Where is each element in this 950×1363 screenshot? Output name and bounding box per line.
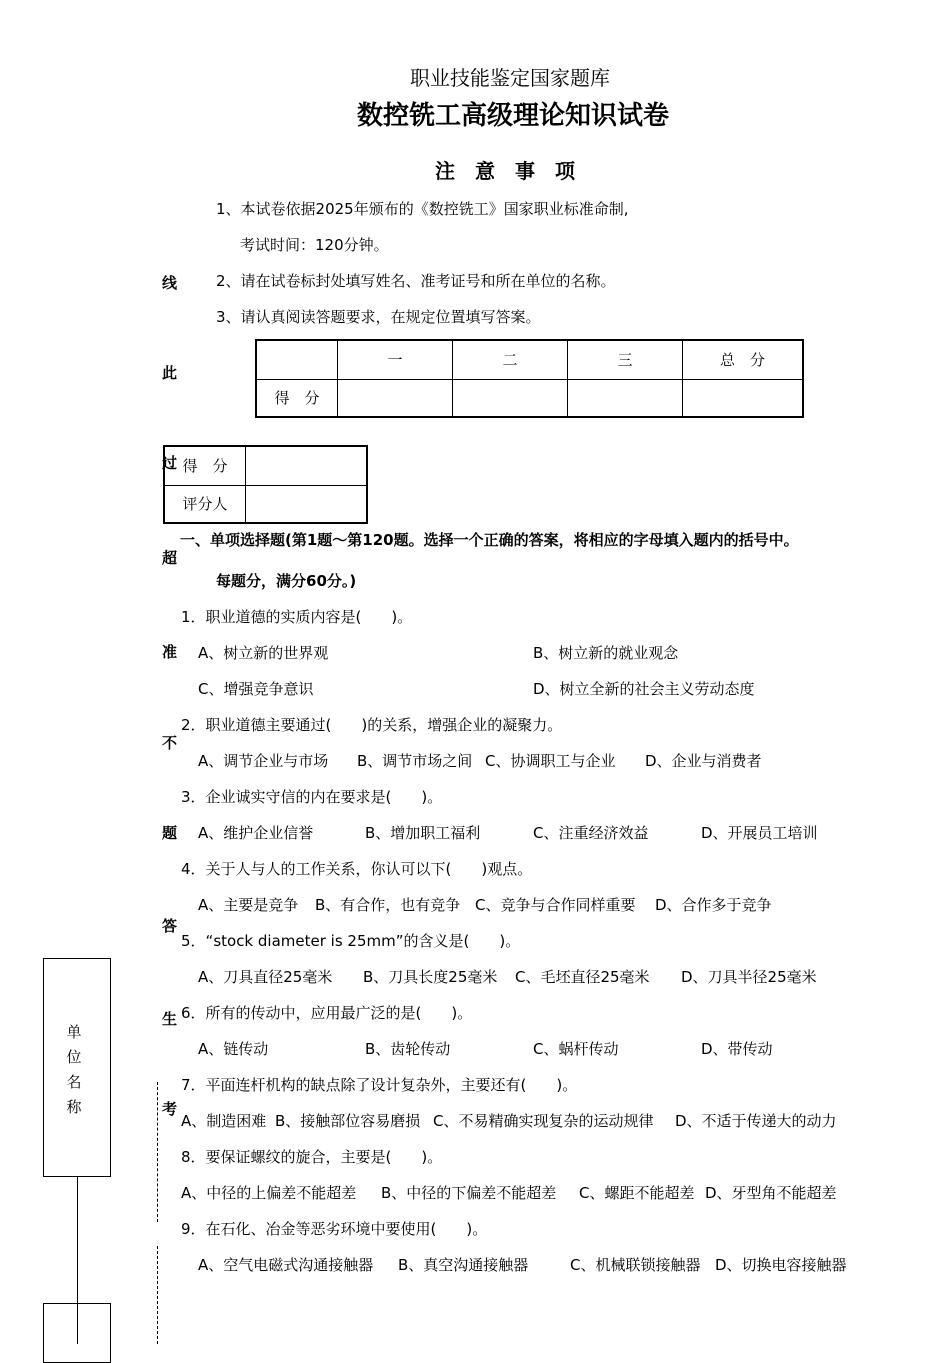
section-subtitle: 每题分，满分60分。) (216, 572, 357, 590)
question-8: 8．要保证螺纹的旋合，主要是( )。 (181, 1148, 443, 1166)
q7-option-c: C、不易精确实现复杂的运动规律 (433, 1112, 654, 1130)
q8-option-b: B、中径的下偏差不能超差 (381, 1184, 557, 1202)
q9-option-d: D、切换电容接触器 (715, 1256, 847, 1274)
margin-char-bu: 不 (162, 734, 178, 752)
score-table-header-3: 三 (568, 340, 683, 379)
margin-char-kao: 考 (162, 1100, 178, 1118)
question-5: 5．“stock diameter is 25mm”的含义是( )。 (181, 932, 521, 950)
q1-option-a: A、树立新的世界观 (198, 644, 329, 662)
cut-line-upper (157, 1082, 158, 1222)
margin-char-ci: 此 (162, 364, 178, 382)
score-cell-2[interactable] (453, 379, 568, 417)
margin-char-zhun: 准 (162, 643, 178, 661)
q3-option-a: A、维护企业信誉 (198, 824, 314, 842)
margin-char-guo: 过 (162, 454, 178, 472)
question-2: 2．职业道德主要通过( )的关系，增强企业的凝聚力。 (181, 716, 563, 734)
q3-option-d: D、开展员工培训 (701, 824, 818, 842)
q4-option-b: B、有合作，也有竞争 (315, 896, 461, 914)
grader-score-label: 得 分 (164, 446, 246, 485)
grader-score-cell[interactable] (246, 446, 368, 485)
q5-option-b: B、刀具长度25毫米 (363, 968, 498, 986)
q7-option-a: A、制造困难 (181, 1112, 267, 1130)
q7-option-d: D、不适于传递大的动力 (675, 1112, 837, 1130)
cut-line-lower (157, 1246, 158, 1344)
q5-option-c: C、毛坯直径25毫米 (515, 968, 650, 986)
grader-name-cell[interactable] (246, 485, 368, 523)
main-title: 数控铣工高级理论知识试卷 (357, 101, 670, 131)
q2-option-c: C、协调职工与企业 (485, 752, 616, 770)
header-top-title: 职业技能鉴定国家题库 (410, 66, 610, 90)
section-title: 一、单项选择题(第1题～第120题。选择一个正确的答案，将相应的字母填入题内的括号中。 (180, 531, 799, 549)
q9-option-a: A、空气电磁式沟通接触器 (198, 1256, 374, 1274)
q8-option-c: C、螺距不能超差 (579, 1184, 695, 1202)
score-table (255, 339, 804, 418)
margin-char-xian: 线 (162, 274, 178, 292)
unit-name-label: 单位名称 (66, 1023, 82, 1116)
margin-char-chao: 超 (162, 549, 178, 567)
score-row-label: 得 分 (256, 379, 338, 417)
q3-option-b: B、增加职工福利 (365, 824, 481, 842)
grader-name-label: 评分人 (164, 485, 246, 523)
question-1: 1．职业道德的实质内容是( )。 (181, 608, 413, 626)
score-table-header-1: 一 (338, 340, 453, 379)
question-6: 6．所有的传动中，应用最广泛的是( )。 (181, 1004, 473, 1022)
question-7: 7．平面连杆机构的缺点除了设计复杂外，主要还有( )。 (181, 1076, 578, 1094)
q6-option-a: A、链传动 (198, 1040, 269, 1058)
question-9: 9．在石化、冶金等恶劣环境中要使用( )。 (181, 1220, 488, 1238)
question-4: 4．关于人与人的工作关系，你认可以下( )观点。 (181, 860, 533, 878)
q4-option-d: D、合作多于竞争 (655, 896, 772, 914)
note-1: 1、本试卷依据2025年颁布的《数控铣工》国家职业标准命制, (216, 200, 629, 218)
binding-line (77, 1177, 78, 1303)
score-cell-total[interactable] (683, 379, 804, 417)
margin-char-da: 答 (162, 917, 178, 935)
q1-option-d: D、树立全新的社会主义劳动态度 (533, 680, 755, 698)
score-table-header-total: 总 分 (683, 340, 804, 379)
q6-option-b: B、齿轮传动 (365, 1040, 451, 1058)
q4-option-c: C、竞争与合作同样重要 (475, 896, 636, 914)
q1-option-b: B、树立新的就业观念 (533, 644, 679, 662)
note-2: 2、请在试卷标封处填写姓名、准考证号和所在单位的名称。 (216, 272, 616, 290)
q8-option-a: A、中径的上偏差不能超差 (181, 1184, 357, 1202)
binding-line-lower (77, 1303, 78, 1344)
q8-option-d: D、牙型角不能超差 (705, 1184, 837, 1202)
notice-title: 注 意 事 项 (435, 159, 575, 183)
q9-option-c: C、机械联锁接触器 (570, 1256, 701, 1274)
q2-option-b: B、调节市场之间 (357, 752, 473, 770)
question-3: 3．企业诚实守信的内在要求是( )。 (181, 788, 443, 806)
q5-option-a: A、刀具直径25毫米 (198, 968, 333, 986)
q4-option-a: A、主要是竞争 (198, 896, 299, 914)
q5-option-d: D、刀具半径25毫米 (681, 968, 817, 986)
note-3: 3、请认真阅读答题要求，在规定位置填写答案。 (216, 308, 541, 326)
q9-option-b: B、真空沟通接触器 (398, 1256, 529, 1274)
q7-option-b: B、接触部位容易磨损 (275, 1112, 421, 1130)
margin-char-sheng: 生 (162, 1010, 178, 1028)
score-table-header-blank (256, 340, 338, 379)
q3-option-c: C、注重经济效益 (533, 824, 649, 842)
grader-table (163, 445, 368, 524)
q2-option-d: D、企业与消费者 (645, 752, 762, 770)
margin-char-ti: 题 (162, 824, 178, 842)
note-1-cont: 考试时间：120分钟。 (240, 236, 389, 254)
q6-option-d: D、带传动 (701, 1040, 773, 1058)
q2-option-a: A、调节企业与市场 (198, 752, 329, 770)
q1-option-c: C、增强竞争意识 (198, 680, 314, 698)
score-table-header-2: 二 (453, 340, 568, 379)
score-cell-1[interactable] (338, 379, 453, 417)
q6-option-c: C、蜗杆传动 (533, 1040, 619, 1058)
score-cell-3[interactable] (568, 379, 683, 417)
